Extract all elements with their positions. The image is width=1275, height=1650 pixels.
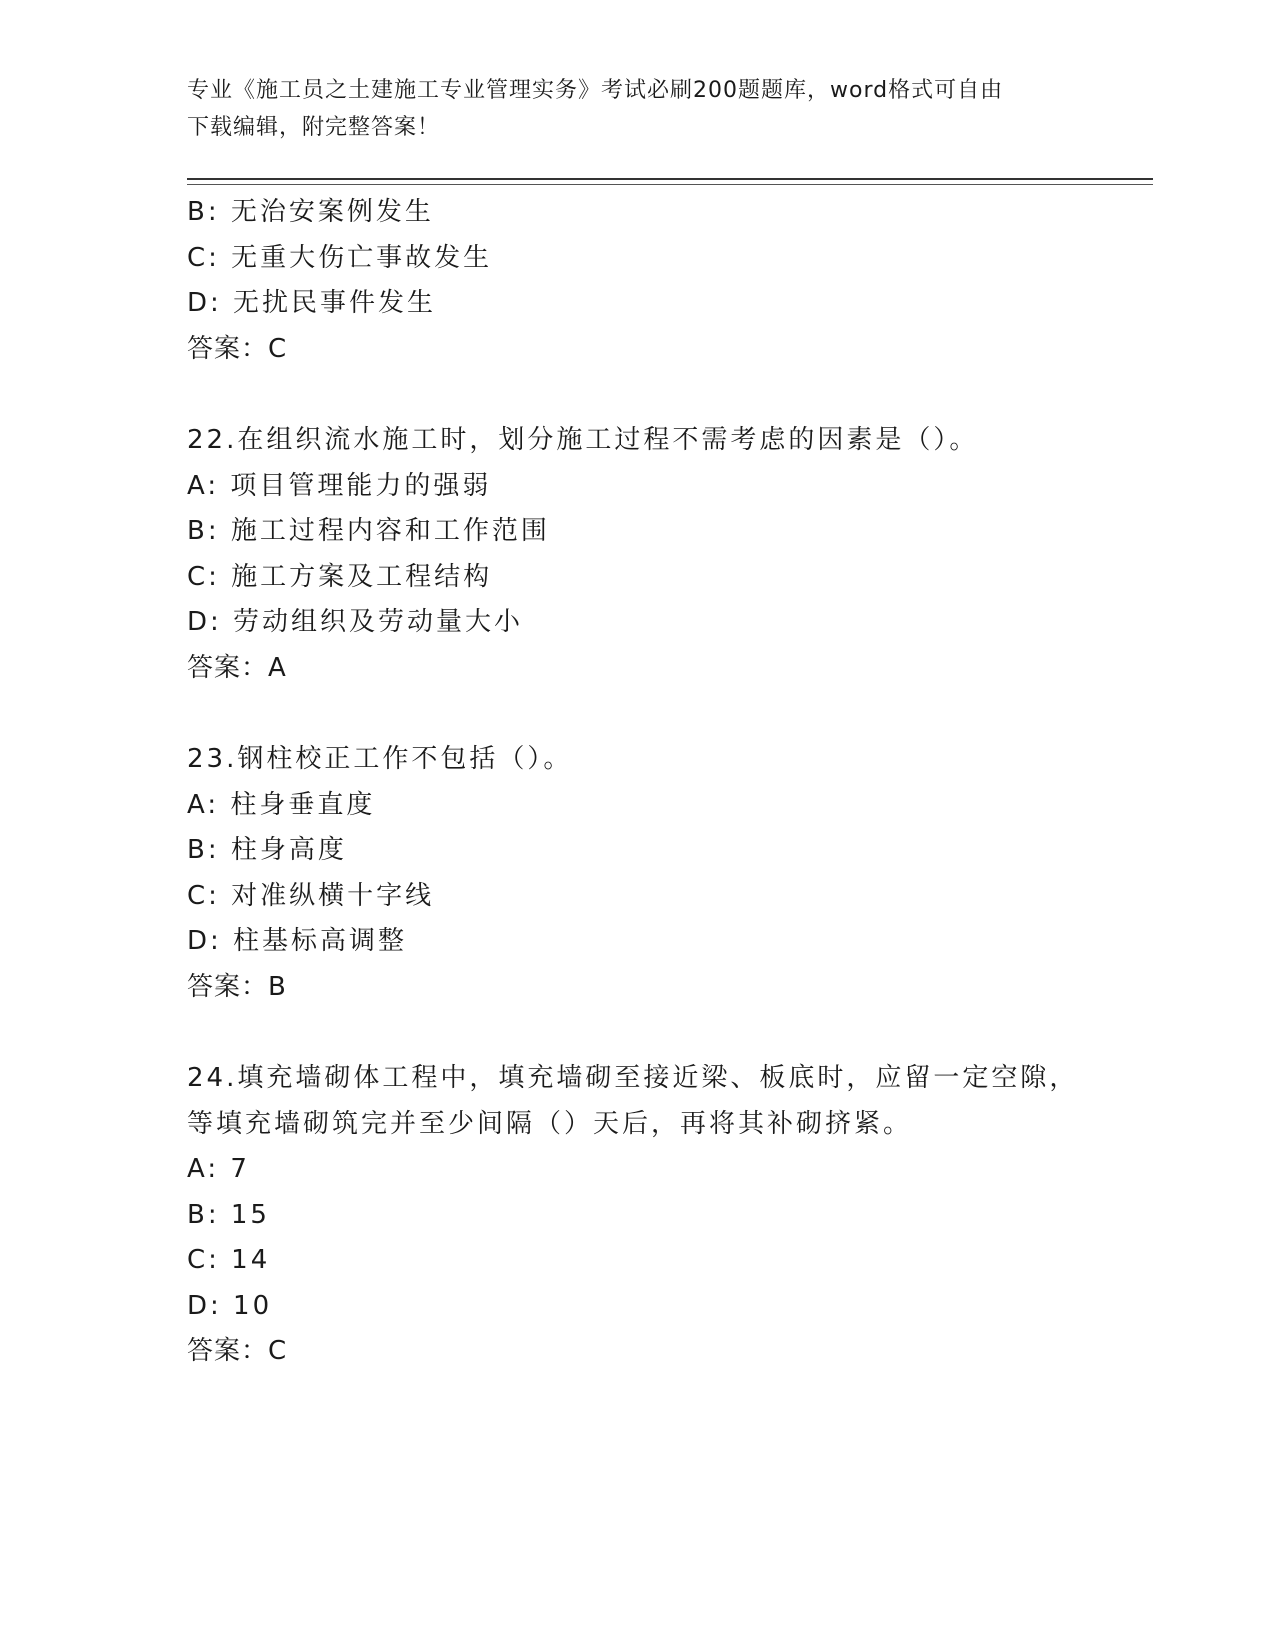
option-d: D: 无扰民事件发生 [187, 288, 437, 318]
header-title-line1: 专业《施工员之土建施工专业管理实务》考试必刷200题题库，word格式可自由 [187, 78, 1004, 103]
option-a: A: 项目管理能力的强弱 [187, 470, 492, 501]
option-b: B: 15 [187, 1199, 270, 1230]
answer-line: 答案：C [187, 1336, 288, 1366]
question-block-23 [187, 737, 1153, 1010]
option-a: A: 7 [187, 1154, 250, 1184]
option-d: D: 劳动组织及劳动量大小 [187, 607, 524, 637]
spacer [187, 691, 1153, 737]
option-c: C: 14 [187, 1245, 271, 1275]
option-c: C: 对准纵横十字线 [187, 880, 435, 911]
answer-line: 答案：A [187, 652, 287, 683]
option-c: C: 施工方案及工程结构 [187, 561, 493, 592]
option-c: C: 无重大伤亡事故发生 [187, 242, 493, 273]
header-title-line2: 下载编辑，附完整答案！ [187, 115, 441, 140]
document-header [187, 72, 1087, 146]
question-text-line1: 24.填充墙砌体工程中，填充墙砌至接近梁、板底时，应留一定空隙， [187, 1063, 1079, 1093]
spacer [187, 1010, 1153, 1056]
option-a: A: 柱身垂直度 [187, 789, 376, 820]
option-d: D: 柱基标高调整 [187, 926, 408, 956]
question-text: 22.在组织流水施工时，划分施工过程不需考虑的因素是（）。 [187, 425, 979, 455]
header-divider-thin [187, 184, 1153, 185]
answer-line: 答案：C [187, 333, 288, 364]
option-b: B: 施工过程内容和工作范围 [187, 516, 550, 546]
question-text: 23.钢柱校正工作不包括（）。 [187, 744, 573, 774]
header-divider-thick [187, 178, 1153, 180]
answer-line: 答案：B [187, 971, 287, 1002]
spacer [187, 372, 1153, 418]
option-b: B: 无治安案例发生 [187, 197, 434, 227]
question-block-22 [187, 418, 1153, 691]
question-text-line2: 等填充墙砌筑完并至少间隔（）天后，再将其补砌挤紧。 [187, 1108, 913, 1139]
option-b: B: 柱身高度 [187, 835, 347, 865]
question-block-24 [187, 1056, 1153, 1375]
question-block-prev [187, 190, 1153, 372]
option-d: D: 10 [187, 1290, 273, 1321]
question-list [187, 190, 1153, 1375]
